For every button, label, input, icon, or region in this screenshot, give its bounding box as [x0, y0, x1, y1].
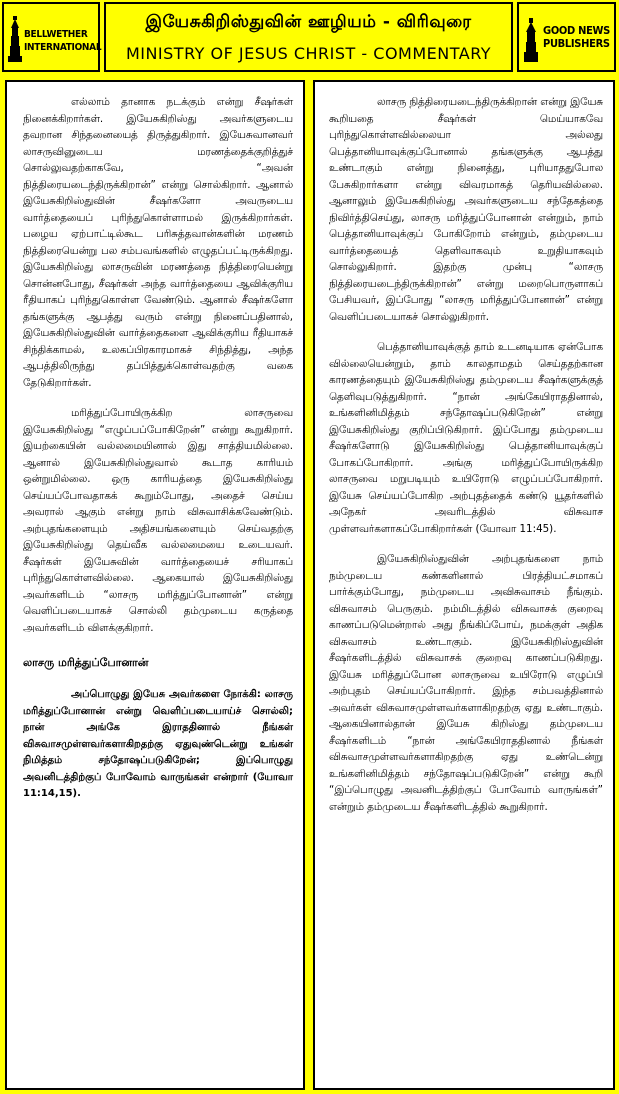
right-paragraph-1: லாசரு நித்திரையடைந்திருக்கிறான் என்று இயேசு கூறியதை சீஷர்கள் மெய்யாகவே புரிந்துகொள்ளவில்லையா அல்லது பெத்தானியாவுக்குப்போனால் தங்களுக்கு ஆபத்து உண்டாகும் என்று நினைத்து, புரியாததுபோல பேசுகிறார்களா என்று விவரமாகத் தெரியவில்லை. ஆனாலும் இயேசுகிறிஸ்து அவர்களுடைய சந்தேகத்தை நிவிர்த்திசெய்து, லாசரு மரித்துப்போனான் என்றும், நாம் பெத்தானியாவுக்குப் போகிறோம் என்றும், தம்முடைய வார்த்தையைத் தெளிவாகவும் உறுதியாகவும் சொல்லுகிறார். இதற்கு முன்பு “லாசரு நித்திரையடைந்திருக்கிறான்” என்று மறைபொருளாகப் பேசியவர், இப்போது “லாசரு மரித்துப்போனான்” என்று வெளிப்படையாகச் சொல்லுகிறார். — [329, 96, 603, 323]
right-paragraph-3: இயேசுகிறிஸ்துவின் அற்புதங்களை நாம் நம்முடைய கண்களினால் பிரத்தியட்சமாகப் பார்க்கும்போது, நம்முடைய அவிசுவாசம் நீங்கும். விசுவாசம் பெருகும். நம்மிடத்தில் விசுவாசக் குறைவு காணப்படுமென்றால் அது நீங்கிப்போய், நமக்குள் அதிக விசுவாசம் உண்டாகும். இயேசுகிறிஸ்துவின் சீஷர்களிடத்தில் விசுவாசக் குறைவு காணப்படுகிறது. இயேசு மரித்துப்போன லாசருவை உயிரோடு எழுப்பி அற்புதம் செய்யப்போகிறார். இந்த சம்பவத்தினால் அவர்கள் விசுவாசமுள்ளவர்களாகிறதற்கு ஏது உண்டாகும். ஆகையினால்தான் இயேசு கிறிஸ்து தம்முடைய சீஷர்களிடம் “நான் அங்கேயிராததினால் நீங்கள் விசுவாசமுள்ளவர்களாகிறதற்கு ஏது உண்டென்று உங்களினிமித்தம் சந்தோஷப்படுகிறேன்” என்று கூறி “இப்பொழுது அவனிடத்திற்குப் போவோம் வாருங்கள்” என்றும் தம்முடைய சீஷர்களிடத்தில் கூறுகிறார். — [329, 553, 603, 813]
bellwether-logo — [2, 2, 100, 72]
left-paragraph-2: மரித்துப்போயிருக்கிற லாசருவை இயேசுகிறிஸ்து “எழுப்பப்போகிறேன்” என்று கூறுகிறார். இயற்கையின் வல்லமையினால் இது சாத்தியமில்லை. ஆனால் இயேசுகிறிஸ்துவால் கூடாத காரியம் ஒன்றுமில்லை. ஒரு காரியத்தை இயேசுகிறிஸ்து செய்யப்போவதாகக் கூறும்போது, அதைச் செய்ய அவரால் ஆகும் என்று நாம் விசுவாசிக்கவேண்டும். அற்புதங்களையும் அதிசயங்களையும் செய்வதற்கு இயேசுகிறிஸ்து தெய்வீக வல்லமையை உடையவர். சீஷர்கள் இயேசுவின் வார்த்தையைச் சரியாகப் புரிந்துகொள்ளவில்லை. ஆகையால் இயேசுகிறிஸ்து அவர்களிடம் “லாசரு மரித்துப்போனான்” என்று வெளிப்படையாகச் சொல்லி தம்முடைய கருத்தை அவர்களிடம் விளக்குகிறார். — [23, 407, 293, 634]
right-column — [313, 80, 615, 1090]
page-title-tamil: இயேசுகிறிஸ்துவின் ஊழியம் - விரிவுரை — [145, 12, 472, 32]
bellwether-tower-icon — [7, 16, 23, 62]
title-box — [104, 2, 513, 72]
logo-right-line2: PUBLISHERS — [543, 37, 610, 50]
left-column — [5, 80, 305, 1090]
good-news-tower-icon — [522, 18, 540, 62]
page-header — [0, 0, 619, 76]
logo-right-line1: GOOD NEWS — [543, 24, 610, 37]
section-subheading: லாசரு மரித்துப்போனான் — [23, 656, 149, 669]
right-paragraph-2: பெத்தானியாவுக்குத் தாம் உடனடியாக ஏன்போக வில்லையென்றும், தாம் காலதாமதம் செய்ததற்கான காரணத்தையும் இயேசுகிறிஸ்து தம்முடைய சீஷர்களுக்குத் தெளிவுபடுத்துகிறார். “நான் அங்கேயிராததினால், உங்களினிமித்தம் சந்தோஷப்படுகிறேன்” என்று இயேசுகிறிஸ்து குறிப்பிடுகிறார். இப்போது தம்முடைய சீஷர்களோடு இயேசுகிறிஸ்து பெத்தானியாவுக்குப் போகப்போகிறார். அங்கு மரித்துப்போயிருக்கிற லாசருவை மறுபடியும் உயிரோடு எழுப்பப்போகிறார். இயேசு செய்யப்போகிற அற்புதத்தைக் கண்டு யூதர்களில் அநேகர் அவரிடத்தில் விசுவாச முள்ளவர்களாகப்போகிறார்கள் (யோவா 11:45). — [329, 341, 603, 535]
page-title-english: MINISTRY OF JESUS CHRIST - COMMENTARY — [125, 44, 492, 63]
good-news-logo — [517, 2, 616, 72]
logo-left-line1: BELLWETHER — [24, 29, 88, 40]
logo-left-line2: INTERNATIONAL — [24, 42, 102, 53]
left-paragraph-1: எல்லாம் தானாக நடக்கும் என்று சீஷர்கள் நினைக்கிறார்கள். இயேசுகிறிஸ்து அவர்களுடைய தவறான சிந்தனையைத் திருத்துகிறார். இயேசுவானவர் லாசருவினுடைய மரணத்தைக்குறித்துச் சொல்லுவதற்காகவே, “அவன் நித்திரையடைந்திருக்கிறான்” என்று சொல்கிறார். ஆனால் இயேசுகிறிஸ்துவின் சீஷர்களோ அவருடைய வார்த்தையைப் புரிந்துகொள்ளாமல் இருக்கிறார்கள். பழைய ஏற்பாட்டில்கூட பரிசுத்தவான்களின் மரணம் நித்திரையென்று பல சம்பவங்களில் எழுதப்பட்டிருக்கிறது. இயேசுகிறிஸ்து லாசருவின் மரணத்தை நித்திரையென்று சொன்னபோது, சீஷர்கள் அந்த வார்த்தையை ஆவிக்குரிய ரீதியாகப் புரிந்துகொள்ள வேண்டும். ஆனால் சீஷர்களோ தங்களுக்கு ஆபத்து வரும் என்று நினைப்பதினால், இயேசுகிறிஸ்துவின் வார்த்தைகளை ஆவிக்குரிய ரீதியாகச் சிந்திக்காமல், உலகப்பிரகாரமாகச் சிந்தித்து, அந்த ஆபத்திலிருந்து தப்பித்துக்கொள்வதற்கு வகை தேடுகிறார்கள். — [23, 96, 293, 389]
scripture-quote: அப்பொழுது இயேசு அவர்களை நோக்கி: லாசரு மரித்துப்போனான் என்று வெளிப்படையாய்ச் சொல்லி; நான் அங்கே இராததினால் நீங்கள் விசுவாசமுள்ளவர்களாகிறதற்கு ஏதுவுண்டென்று உங்கள் நிமித்தம் சந்தோஷப்படுகிறேன்; இப்பொழுது அவனிடத்திற்குப் போவோம் வாருங்கள் என்றார் (யோவா 11:14,15). — [23, 689, 293, 799]
